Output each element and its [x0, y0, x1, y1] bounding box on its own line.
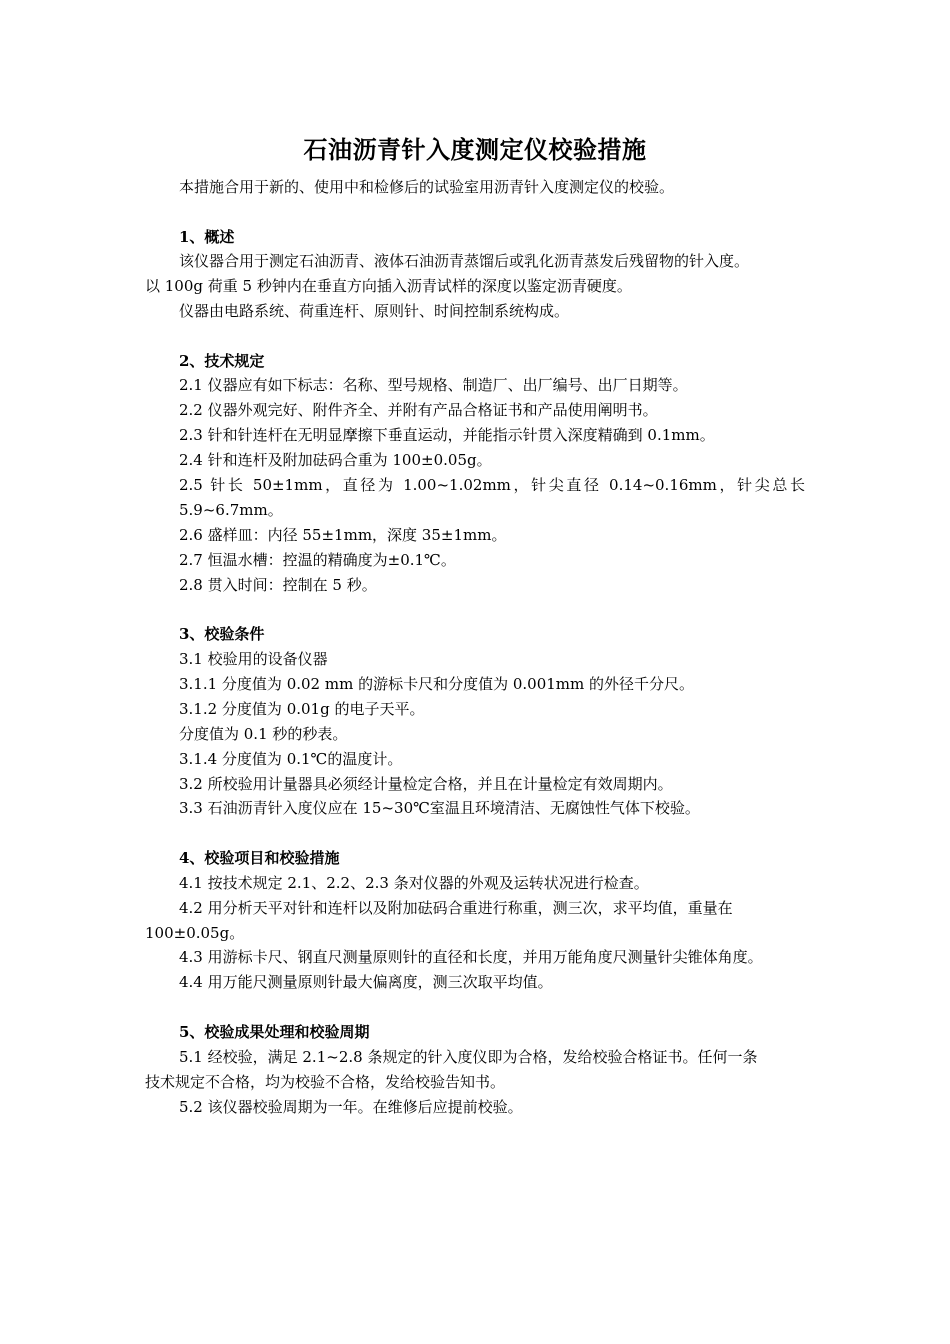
- section-2-line-3: 2.3 针和针连杆在无明显摩擦下垂直运动，并能指示针贯入深度精确到 0.1mm。: [179, 426, 715, 444]
- section-1-line-3: 仪器由电路系统、荷重连杆、原则针、时间控制系统构成。: [179, 302, 570, 320]
- section-2-line-7: 2.6 盛样皿：内径 55±1mm，深度 35±1mm。: [179, 526, 507, 544]
- section-2-line-8: 2.7 恒温水槽：控温的精确度为±0.1℃。: [179, 551, 456, 569]
- section-4-heading: 4、校验项目和校验措施: [179, 849, 340, 867]
- section-4-line-5: 4.4 用万能尺测量原则针最大偏离度，测三次取平均值。: [179, 973, 553, 991]
- section-3-line-4: 分度值为 0.1 秒的秒表。: [179, 725, 348, 743]
- section-1-heading: 1、概述: [179, 228, 235, 246]
- section-4-line-1: 4.1 按技术规定 2.1、2.2、2.3 条对仪器的外观及运转状况进行检查。: [179, 874, 649, 892]
- section-2-line-9: 2.8 贯入时间：控制在 5 秒。: [179, 576, 377, 594]
- section-1-line-1: 该仪器合用于测定石油沥青、液体石油沥青蒸馏后或乳化沥青蒸发后残留物的针入度。: [179, 252, 750, 270]
- section-3-line-3: 3.1.2 分度值为 0.01g 的电子天平。: [179, 700, 425, 718]
- section-5-heading: 5、校验成果处理和校验周期: [179, 1023, 370, 1041]
- section-2-line-6: 5.9~6.7mm。: [179, 501, 283, 519]
- section-2-line-5: 2.5 针长 50±1mm，直径为 1.00~1.02mm，针尖直径 0.14~0.16mm，针尖总长: [179, 476, 805, 494]
- intro-paragraph: 本措施合用于新的、使用中和检修后的试验室用沥青针入度测定仪的校验。: [179, 178, 675, 196]
- section-2-line-2: 2.2 仪器外观完好、附件齐全、并附有产品合格证书和产品使用阐明书。: [179, 401, 658, 419]
- section-3-line-7: 3.3 石油沥青针入度仪应在 15~30℃室温且环境清洁、无腐蚀性气体下校验。: [179, 799, 700, 817]
- section-3-line-2: 3.1.1 分度值为 0.02 mm 的游标卡尺和分度值为 0.001mm 的外径千分尺。: [179, 675, 695, 693]
- section-4-line-2: 4.2 用分析天平对针和连杆以及附加砝码合重进行称重，测三次，求平均值，重量在: [179, 899, 733, 917]
- section-2-line-1: 2.1 仪器应有如下标志：名称、型号规格、制造厂、出厂编号、出厂日期等。: [179, 376, 688, 394]
- section-2-heading: 2、技术规定: [179, 352, 265, 370]
- document-title: 石油沥青针入度测定仪校验措施: [303, 135, 647, 164]
- section-4-line-4: 4.3 用游标卡尺、钢直尺测量原则针的直径和长度，并用万能角度尺测量针尖锥体角度。: [179, 948, 763, 966]
- section-2-line-4: 2.4 针和连杆及附加砝码合重为 100±0.05g。: [179, 451, 492, 469]
- section-5-line-1: 5.1 经校验，满足 2.1~2.8 条规定的针入度仪即为合格，发给校验合格证书。任何一条: [179, 1048, 758, 1066]
- section-5-line-3: 5.2 该仪器校验周期为一年。在维修后应提前校验。: [179, 1098, 523, 1116]
- section-1-line-2: 以 100g 荷重 5 秒钟内在垂直方向插入沥青试样的深度以鉴定沥青硬度。: [145, 277, 632, 295]
- section-3-line-1: 3.1 校验用的设备仪器: [179, 650, 328, 668]
- section-3-heading: 3、校验条件: [179, 625, 265, 643]
- section-4-line-3: 100±0.05g。: [145, 924, 245, 942]
- section-5-line-2: 技术规定不合格，均为校验不合格，发给校验告知书。: [145, 1073, 506, 1091]
- section-3-line-5: 3.1.4 分度值为 0.1℃的温度计。: [179, 750, 403, 768]
- section-3-line-6: 3.2 所校验用计量器具必须经计量检定合格，并且在计量检定有效周期内。: [179, 775, 673, 793]
